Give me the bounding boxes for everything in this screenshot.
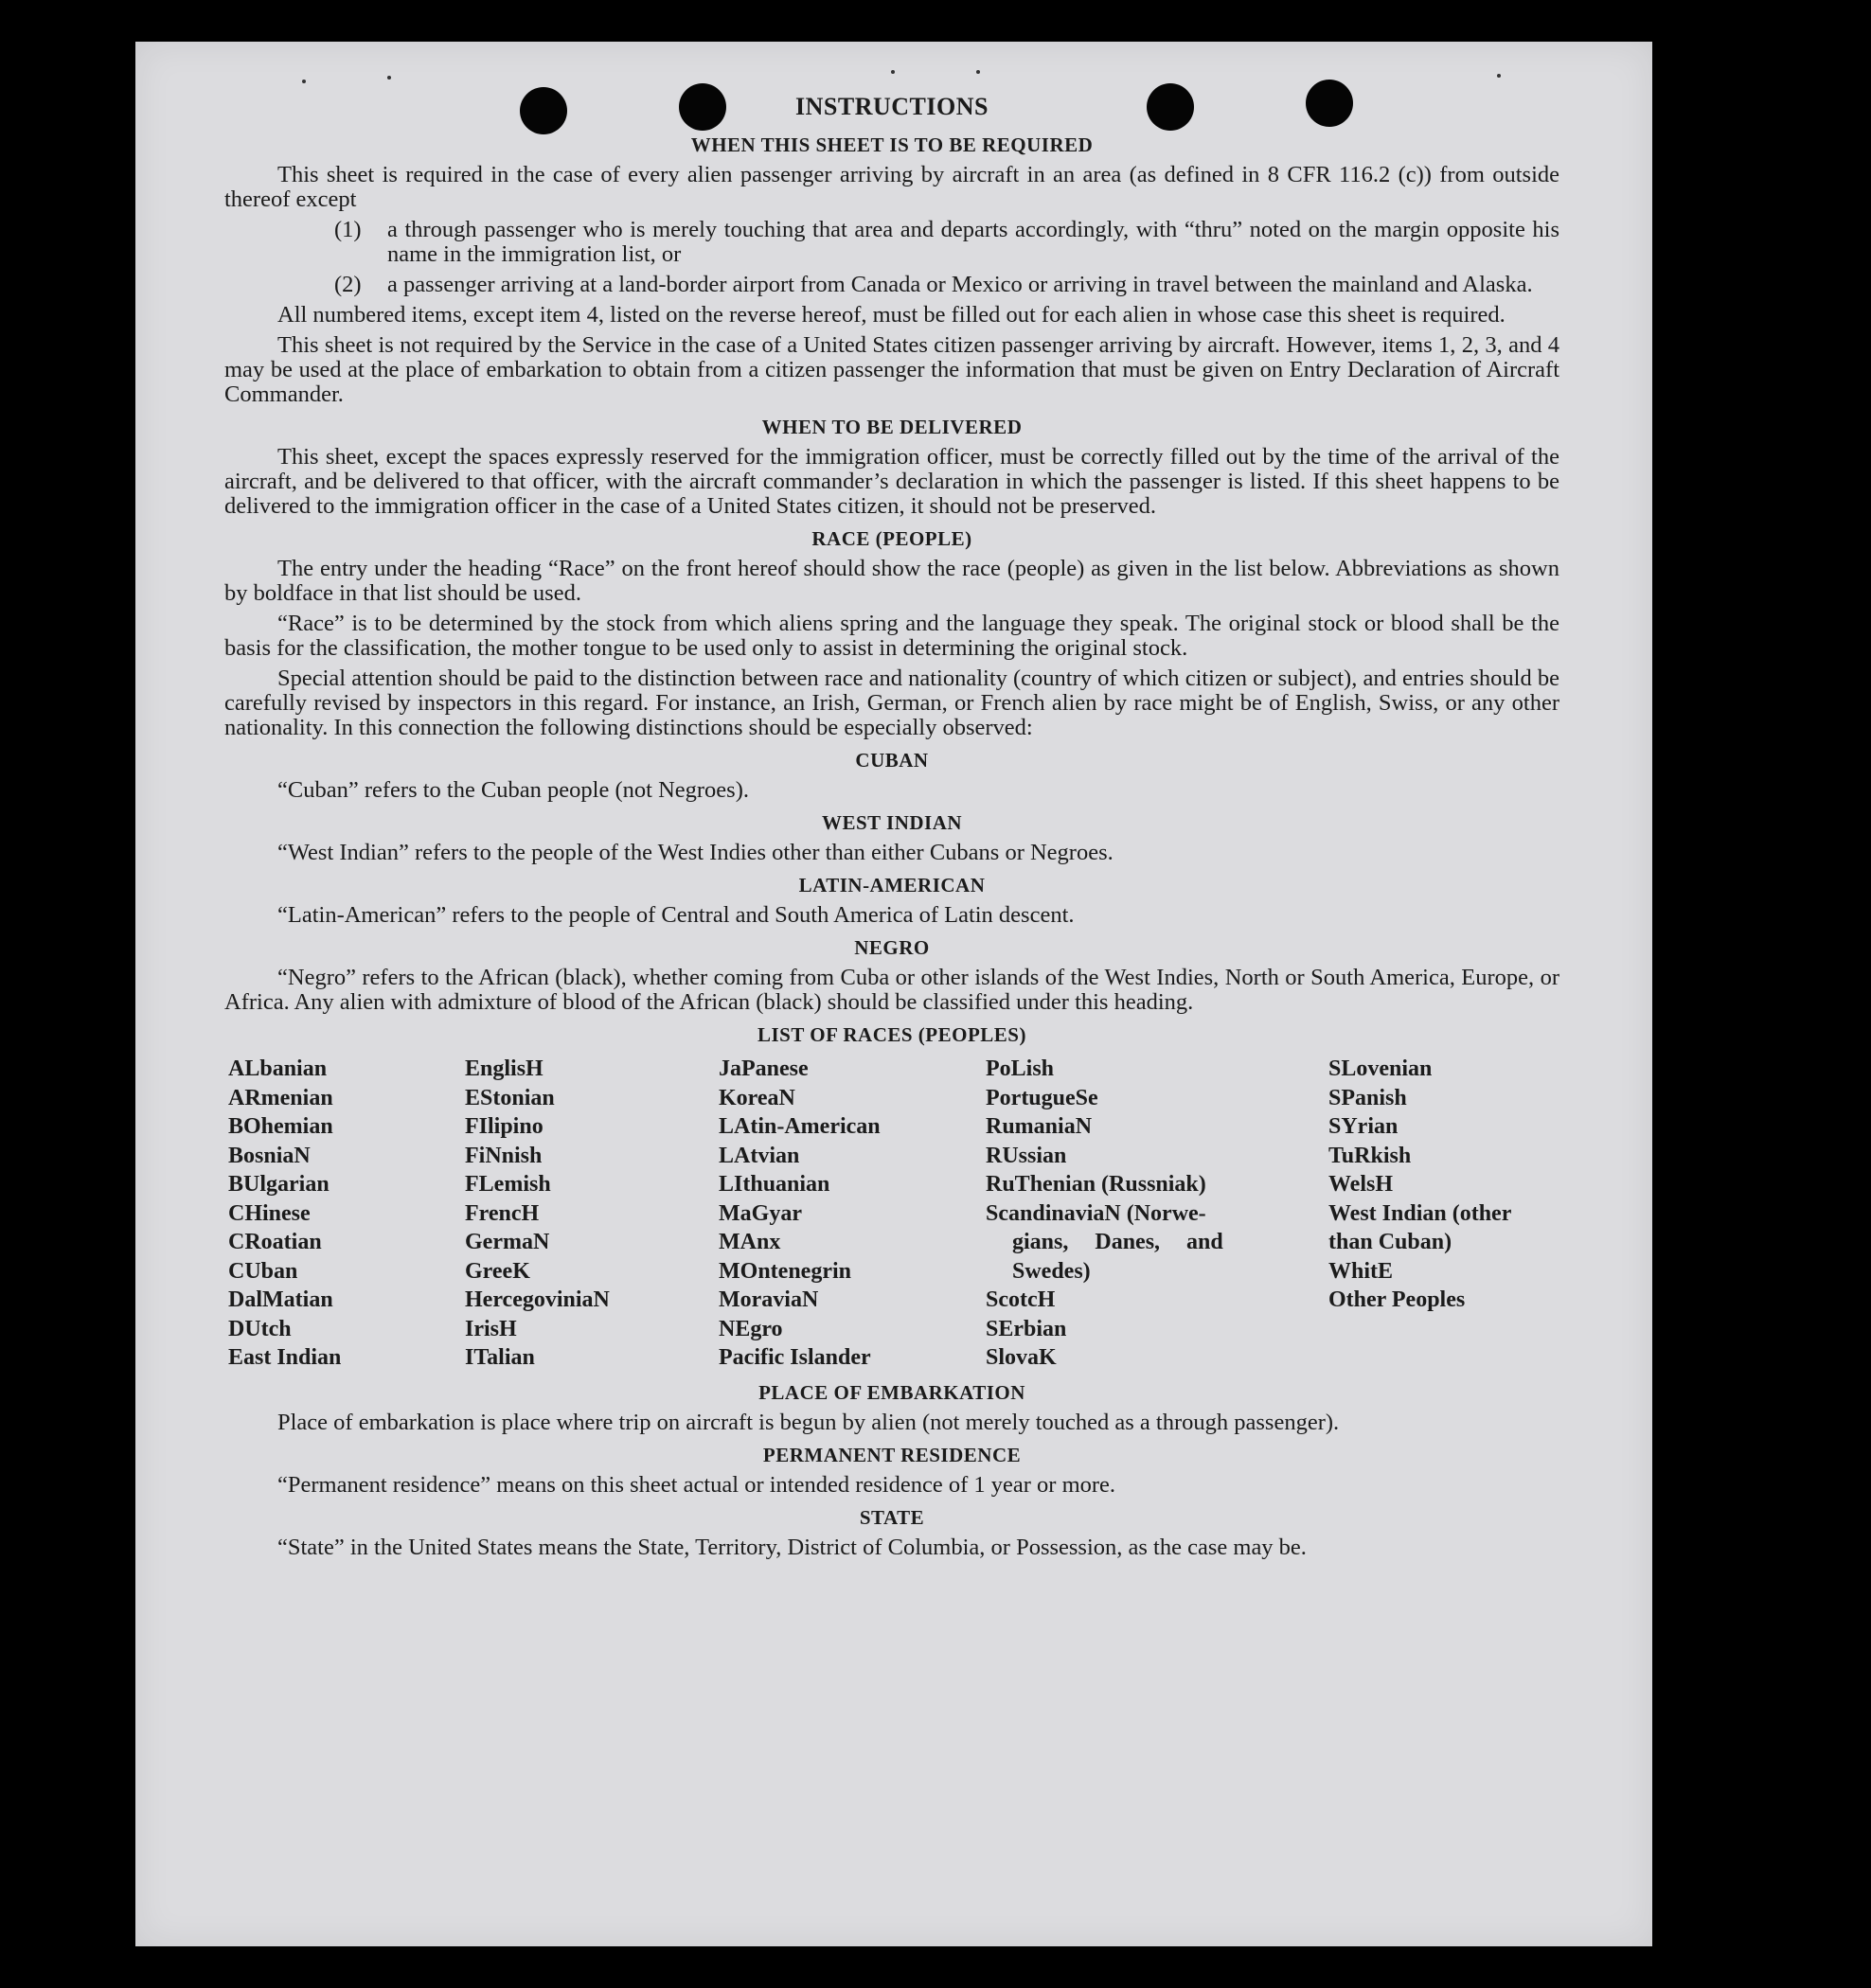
race-item: IrisH xyxy=(465,1316,517,1341)
paragraph-latin-american: “Latin-American” refers to the people of Central and South America of Latin descent. xyxy=(277,902,1075,928)
race-item: MAnx xyxy=(719,1230,781,1254)
paragraph-permanent-residence: “Permanent residence” means on this sheet actual or intended residence of 1 year or more. xyxy=(277,1471,1116,1498)
paragraph-race-nationality: Special attention should be paid to the distinction between race and nationality (country of which citizen or subject), and entries should be carefully revised by inspectors in this regard. For instance, an Irish, German, or French alien by race might be of English, Swiss, or any other nationality. In this connection the following distinctions should be especially observed: xyxy=(224,666,1559,740)
race-item: BUlgarian xyxy=(228,1172,330,1197)
item-text: a passenger arriving at a land-border airport from Canada or Mexico or arriving in travel between the mainland and Alaska. xyxy=(387,272,1533,297)
race-item: DUtch xyxy=(228,1316,292,1341)
heading-place-of-embarkation: PLACE OF EMBARKATION xyxy=(758,1380,1025,1404)
heading-permanent-residence: PERMANENT RESIDENCE xyxy=(762,1443,1022,1466)
paragraph-race-entry: The entry under the heading “Race” on the front hereof should show the race (people) as given in the list below. Abbreviations as shown by boldface in that list should be used. xyxy=(224,556,1559,606)
heading-when-required: WHEN THIS SHEET IS TO BE REQUIRED xyxy=(690,133,1094,156)
race-item: MaGyar xyxy=(719,1200,802,1226)
page-title: INSTRUCTIONS xyxy=(795,93,989,120)
heading-cuban: CUBAN xyxy=(855,749,929,772)
paragraph-required-intro: This sheet is required in the case of every alien passenger arriving by aircraft in an area (as defined in 8 CFR 116.2 (c)) from outside thereof except xyxy=(224,162,1559,212)
paragraph-negro: “Negro” refers to the African (black), whether coming from Cuba or other islands of the West Indies, North or South America, Europe, or Africa. Any alien with admixture of blood of the African (black) should be classified under this heading. xyxy=(224,965,1559,1015)
races-column-3 xyxy=(719,1055,986,1373)
race-item: PoLish xyxy=(986,1056,1055,1081)
race-item: Pacific Islander xyxy=(719,1345,871,1370)
item-number: (2) xyxy=(334,272,362,297)
list-item-exception-2 xyxy=(334,273,1559,297)
race-item: RumaniaN xyxy=(986,1114,1093,1139)
paragraph-state: “State” in the United States means the State, Territory, District of Columbia, or Possession, as the case may be. xyxy=(277,1534,1307,1560)
race-item: KoreaN xyxy=(719,1085,795,1110)
race-item: LAtin-American xyxy=(719,1114,881,1139)
item-number: (1) xyxy=(334,217,362,242)
race-item: WelsH xyxy=(1328,1172,1394,1197)
race-item: DalMatian xyxy=(228,1287,333,1312)
race-item: LIthuanian xyxy=(719,1172,830,1197)
heading-latin-american: LATIN-AMERICAN xyxy=(798,874,986,896)
races-column-1 xyxy=(228,1055,465,1373)
paragraph-race-stock: “Race” is to be determined by the stock from which aliens spring and the language they speak. The original stock or blood shall be the basis for the classification, the mother tongue to be used only to assist in determining the original stock. xyxy=(224,611,1559,661)
race-item: CRoatian xyxy=(228,1230,322,1254)
race-item: MoraviaN xyxy=(719,1287,819,1312)
race-item: SlovaK xyxy=(986,1345,1057,1370)
race-item: RuThenian (Russniak) xyxy=(986,1172,1206,1197)
race-item: ScotcH xyxy=(986,1287,1056,1312)
race-item: Other Peoples xyxy=(1328,1287,1466,1312)
speck xyxy=(1497,74,1501,78)
race-item: PortugueSe xyxy=(986,1085,1098,1110)
race-item: GermaN xyxy=(465,1230,550,1254)
race-item: WhitE xyxy=(1328,1258,1394,1284)
heading-state: STATE xyxy=(859,1505,925,1529)
race-item: EnglisH xyxy=(465,1056,543,1081)
paragraph-numbered-items: All numbered items, except item 4, listed on the reverse hereof, must be filled out for each alien in whose case this sheet is required. xyxy=(277,302,1506,328)
race-item: FIlipino xyxy=(465,1114,543,1139)
races-column-2 xyxy=(465,1055,719,1373)
paragraph-cuban: “Cuban” refers to the Cuban people (not Negroes). xyxy=(277,777,749,803)
races-table xyxy=(228,1055,1559,1373)
race-item: West Indian (other xyxy=(1328,1200,1512,1226)
race-item: GreeK xyxy=(465,1258,530,1284)
paragraph-embarkation: Place of embarkation is place where trip on aircraft is begun by alien (not merely touched as a through passenger). xyxy=(277,1409,1340,1435)
race-item: BOhemian xyxy=(228,1114,333,1139)
race-item: ITalian xyxy=(465,1345,535,1370)
heading-race: RACE (PEOPLE) xyxy=(811,527,972,550)
list-item-exception-1 xyxy=(334,218,1559,267)
race-item: HercegoviniaN xyxy=(465,1287,610,1312)
race-item-continuation: than Cuban) xyxy=(1328,1230,1452,1254)
race-item: FiNnish xyxy=(465,1143,543,1168)
heading-when-delivered: WHEN TO BE DELIVERED xyxy=(761,416,1023,438)
speck xyxy=(976,70,980,74)
heading-west-indian: WEST INDIAN xyxy=(821,811,963,834)
race-item: CHinese xyxy=(228,1200,311,1226)
heading-negro: NEGRO xyxy=(854,936,930,959)
paragraph-citizen: This sheet is not required by the Service in the case of a United States citizen passenger arriving by aircraft. However, items 1, 2, 3, and 4 may be used at the place of embarkation to obtain from a citizen passenger the information that must be given on Entry Declaration of Aircraft Commander. xyxy=(224,332,1559,407)
race-item: SPanish xyxy=(1328,1085,1407,1110)
race-item: FLemish xyxy=(465,1172,551,1197)
race-item: RUssian xyxy=(986,1143,1067,1168)
item-text: a through passenger who is merely touching that area and departs accordingly, with “thru” noted on the margin opposite his name in the immigration list, or xyxy=(387,217,1559,267)
races-column-5 xyxy=(1328,1055,1563,1373)
race-item-continuation: gians, Danes, and xyxy=(1012,1230,1223,1254)
race-item: NEgro xyxy=(719,1316,783,1341)
race-item-continuation: Swedes) xyxy=(1012,1258,1091,1284)
speck xyxy=(302,80,306,83)
race-item: SYrian xyxy=(1328,1114,1399,1139)
race-item: SLovenian xyxy=(1328,1056,1433,1081)
races-column-4 xyxy=(986,1055,1328,1373)
document-page xyxy=(135,42,1652,1946)
speck xyxy=(891,70,895,74)
race-item: East Indian xyxy=(228,1345,342,1370)
race-item: ScandinaviaN (Norwe- xyxy=(986,1200,1206,1226)
instructions-content xyxy=(224,95,1559,1566)
race-item: SErbian xyxy=(986,1316,1067,1341)
race-item: LAtvian xyxy=(719,1143,800,1168)
race-item: JaPanese xyxy=(719,1056,809,1081)
race-item: ALbanian xyxy=(228,1056,328,1081)
race-item: BosniaN xyxy=(228,1143,311,1168)
race-item: ARmenian xyxy=(228,1085,333,1110)
paragraph-delivered: This sheet, except the spaces expressly reserved for the immigration officer, must be correctly filled out by the time of the arrival of the aircraft, and be delivered to that officer, with the aircraft commander’s declaration in which the passenger is listed. If this sheet happens to be delivered to the immigration officer in the case of a United States citizen, it should not be preserved. xyxy=(224,444,1559,519)
race-item: MOntenegrin xyxy=(719,1258,851,1284)
race-item: TuRkish xyxy=(1328,1143,1412,1168)
speck xyxy=(387,76,391,80)
heading-list-of-races: LIST OF RACES (PEOPLES) xyxy=(757,1023,1026,1046)
race-item: EStonian xyxy=(465,1085,555,1110)
race-item: CUban xyxy=(228,1258,298,1284)
race-item: FrencH xyxy=(465,1200,540,1226)
paragraph-west-indian: “West Indian” refers to the people of the West Indies other than either Cubans or Negroes. xyxy=(277,840,1114,865)
